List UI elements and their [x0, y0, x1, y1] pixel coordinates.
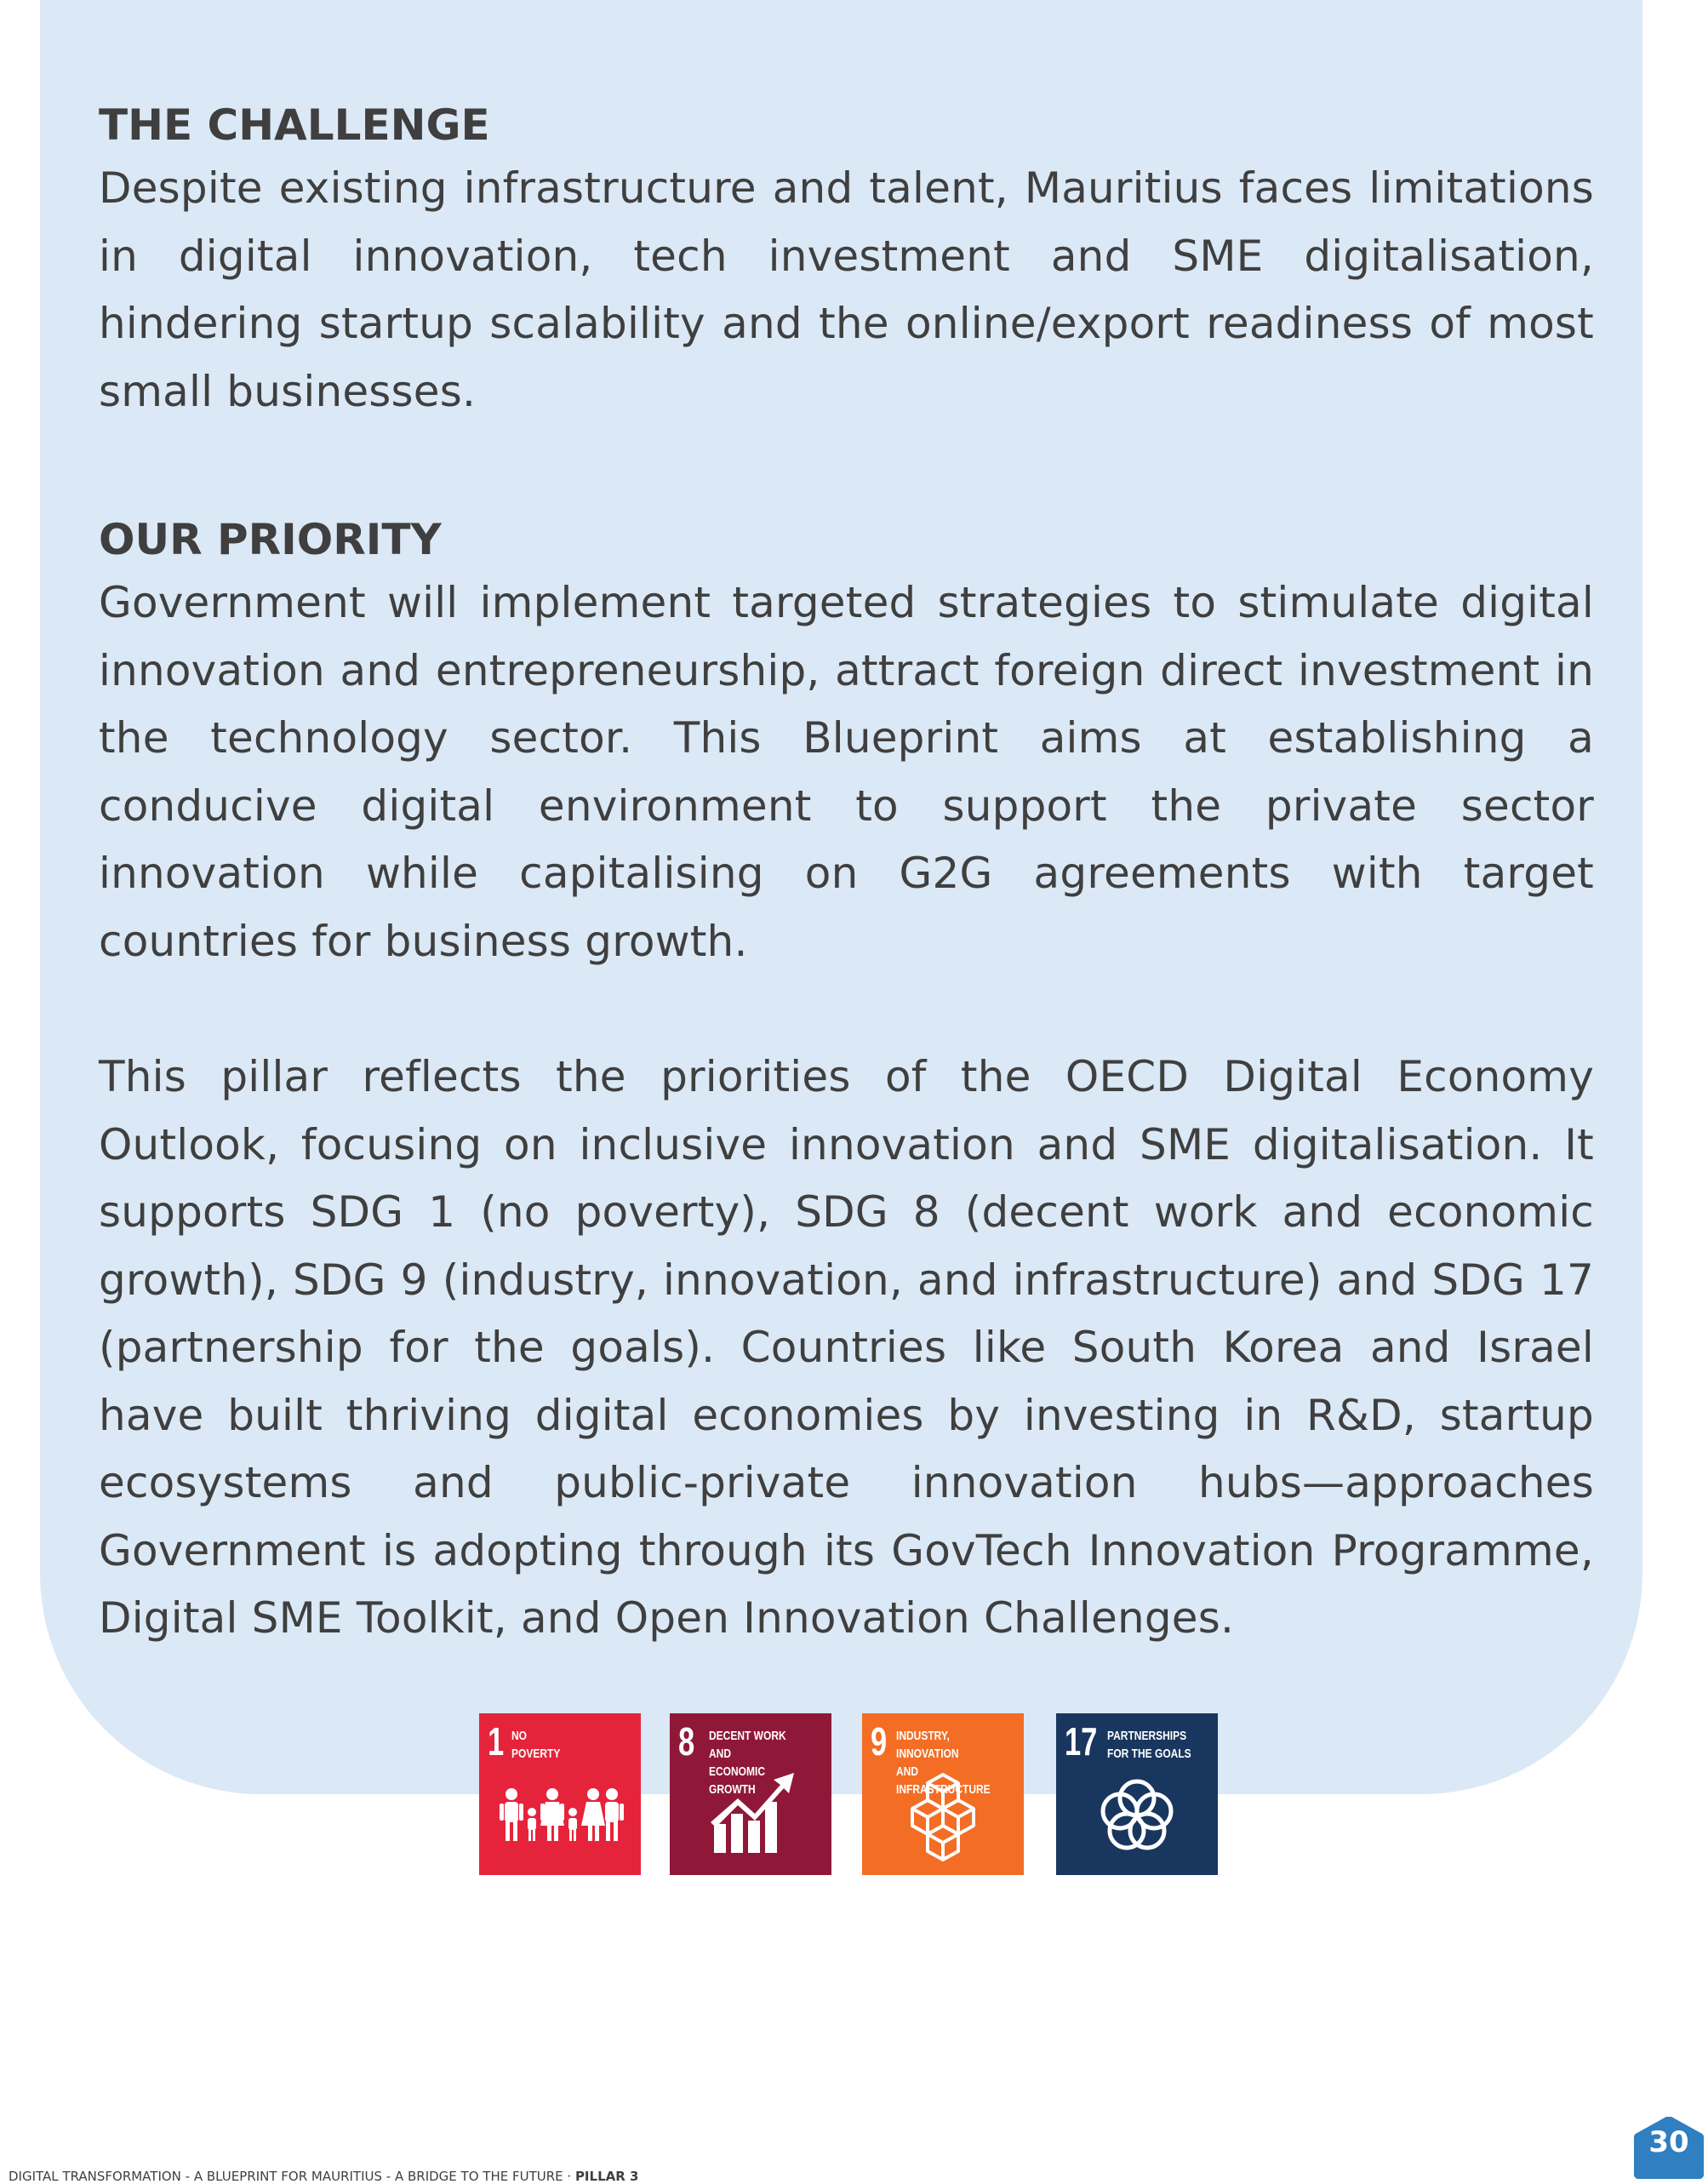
sdg-number: 9 [871, 1719, 888, 1764]
sdg-9-tile [862, 1713, 1024, 1875]
sdg-number: 8 [678, 1719, 695, 1764]
priority-paragraph: Government will implement targeted strategies to stimulate digital innovation and entrepreneurship, attract foreign direct investment in the technology sector. This Blueprint aims at establishing a conducive digital environment to support the private sector innovation while capitalising on G2G agreements with target countries for business growth. [99, 578, 1594, 966]
sdg-label: NO POVERTY [511, 1729, 561, 1761]
footer-running-title [9, 2169, 638, 2184]
page-number: 30 [1648, 2125, 1689, 2159]
priority-heading: OUR PRIORITY [99, 515, 442, 564]
pillar-paragraph: This pillar reflects the priorities of the OECD Digital Economy Outlook, focusing on inclusive innovation and SME digitalisation. It supports SDG 1 (no poverty), SDG 8 (decent work and economic growth), SDG 9 (industry, innovation, and infrastructure) and SDG 17 (partnership for the goals). Countries like South Korea and Israel have built thriving digital economies by investing in R&D, startup ecosystems and public-private innovation hubs—approaches Government is adopting through its GovTech Innovation Programme, Digital SME Toolkit, and Open Innovation Challenges. [99, 1052, 1594, 1643]
sdg-number: 17 [1065, 1719, 1098, 1764]
sdg-17-tile [1056, 1713, 1218, 1875]
footer-title: DIGITAL TRANSFORMATION - A BLUEPRINT FOR MAURITIUS - A BRIDGE TO THE FUTURE · [9, 2169, 575, 2184]
sdg-label: DECENT WORK AND ECONOMIC GROWTH [709, 1729, 786, 1797]
sdg-label: PARTNERSHIPS FOR THE GOALS [1107, 1729, 1191, 1761]
sdg-number: 1 [488, 1719, 505, 1764]
spacer [99, 426, 1594, 510]
footer-section: PILLAR 3 [574, 2169, 639, 2184]
sdg-label: INDUSTRY, INNOVATION AND INFRASTRUCTURE [896, 1729, 991, 1797]
spacer [99, 975, 1594, 1043]
challenge-paragraph: Despite existing infrastructure and talent, Mauritius faces limitations in digital innovation, tech investment and SME digitalisation, hindering startup scalability and the online/export readiness of most small businesses. [99, 163, 1594, 416]
rings-icon [1056, 1713, 1218, 1875]
family-icon [479, 1713, 641, 1875]
sdg-1-tile [479, 1713, 641, 1875]
main-content [99, 95, 1594, 1653]
challenge-heading: THE CHALLENGE [99, 100, 490, 150]
cubes-icon [862, 1713, 1024, 1875]
sdg-icons-row [479, 1713, 1214, 1875]
page-number-badge [1630, 2117, 1708, 2179]
growth-chart-icon [670, 1713, 831, 1875]
sdg-8-tile [670, 1713, 831, 1875]
